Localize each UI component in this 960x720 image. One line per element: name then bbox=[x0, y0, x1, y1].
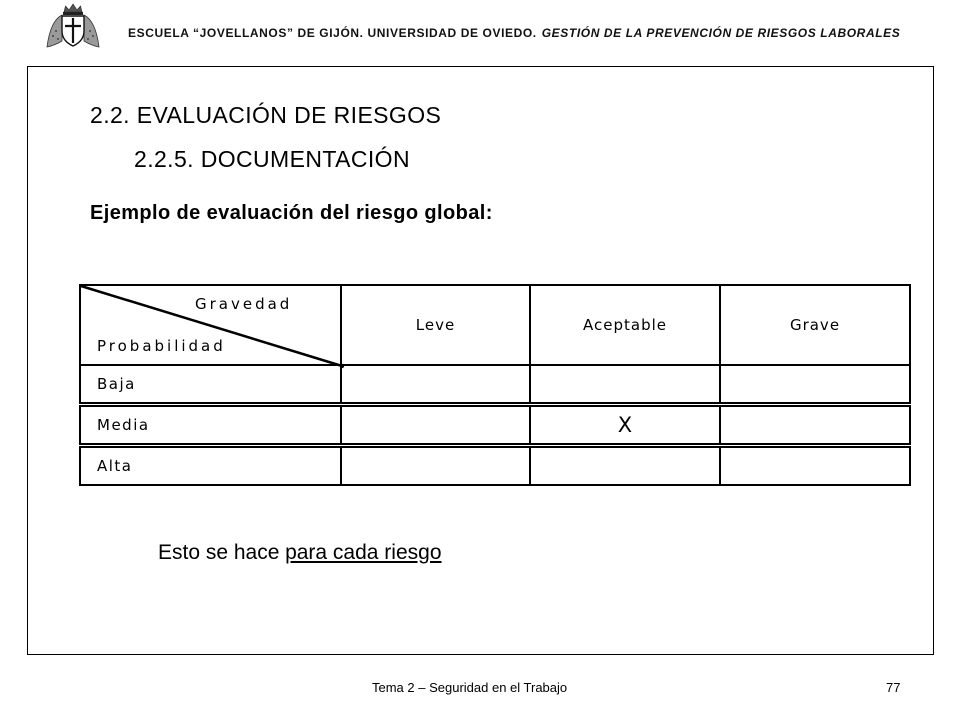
severity-axis-label: Gravedad bbox=[195, 295, 293, 313]
row-label: Baja bbox=[97, 374, 136, 393]
section-title: 2.2. EVALUACIÓN DE RIESGOS bbox=[90, 102, 442, 128]
table-cell bbox=[719, 407, 909, 443]
table-cell bbox=[529, 407, 719, 443]
subsection-title: 2.2.5. DOCUMENTACIÓN bbox=[134, 146, 410, 172]
running-header bbox=[128, 27, 900, 39]
column-header-label: Aceptable bbox=[583, 315, 667, 334]
table-row bbox=[79, 364, 911, 404]
table-cell bbox=[340, 448, 529, 484]
column-header-grave bbox=[719, 286, 909, 364]
row-label: Alta bbox=[97, 456, 133, 475]
row-header bbox=[81, 407, 340, 443]
selected-mark: X bbox=[617, 412, 633, 437]
column-header-label: Leve bbox=[415, 315, 456, 334]
table-cell bbox=[719, 366, 909, 402]
table-cell bbox=[529, 448, 719, 484]
probability-axis-label: Probabilidad bbox=[97, 337, 226, 355]
row-label: Media bbox=[97, 415, 150, 434]
row-header bbox=[81, 448, 340, 484]
column-header-aceptable bbox=[529, 286, 719, 364]
intro-text: Ejemplo de evaluación del riesgo global: bbox=[90, 202, 493, 224]
corner-cell bbox=[81, 286, 340, 364]
table-cell bbox=[340, 366, 529, 402]
table-cell bbox=[340, 407, 529, 443]
column-header-leve bbox=[340, 286, 529, 364]
note-text bbox=[158, 542, 442, 563]
institution-name: ESCUELA “JOVELLANOS” DE GIJÓN. UNIVERSIDAD DE OVIEDO. bbox=[128, 26, 537, 40]
table-row bbox=[79, 405, 911, 445]
page-number: 77 bbox=[886, 680, 901, 695]
table-cell bbox=[719, 448, 909, 484]
diagonal-divider bbox=[81, 286, 345, 370]
table-cell bbox=[529, 366, 719, 402]
note-prefix: Esto se hace bbox=[158, 541, 280, 564]
risk-matrix-table bbox=[79, 284, 911, 486]
course-name: GESTIÓN DE LA PREVENCIÓN DE RIESGOS LABORALES bbox=[541, 26, 901, 40]
column-header-label: Grave bbox=[789, 315, 841, 334]
row-header bbox=[81, 366, 340, 402]
footer-topic: Tema 2 – Seguridad en el Trabajo bbox=[372, 680, 568, 695]
note-emphasis: para cada riesgo bbox=[285, 541, 442, 564]
university-crest-icon bbox=[43, 3, 103, 49]
table-header-row bbox=[79, 284, 911, 366]
table-row bbox=[79, 446, 911, 486]
